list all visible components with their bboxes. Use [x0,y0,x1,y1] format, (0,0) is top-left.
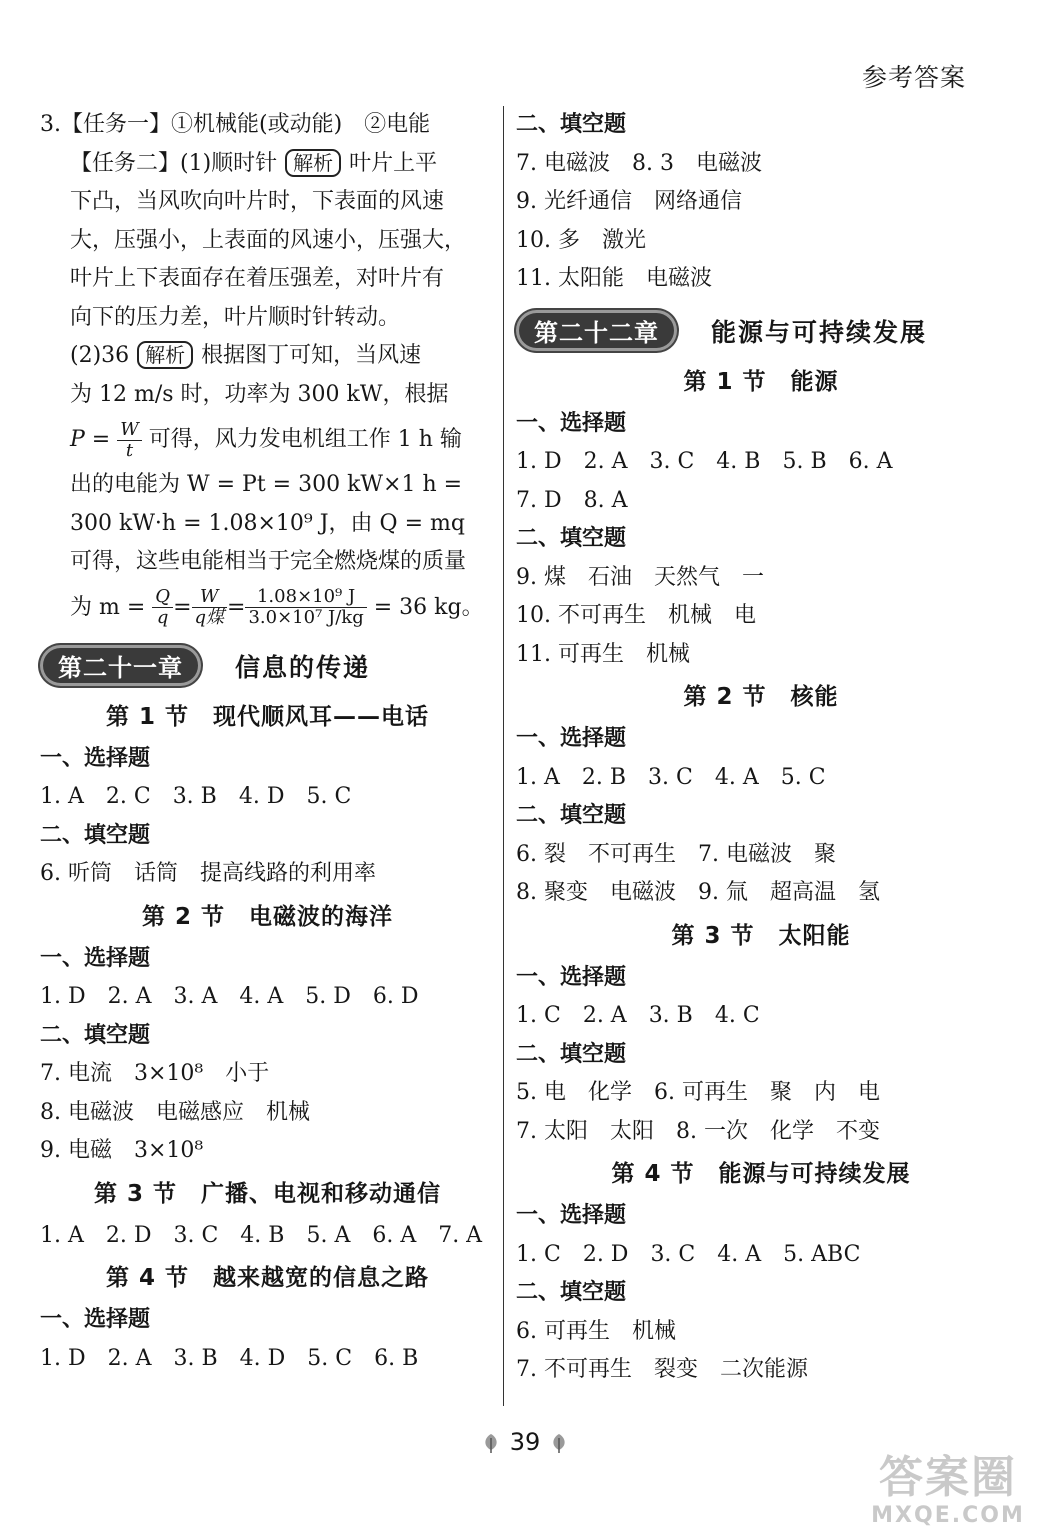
right-column [516,106,1006,1390]
answer-q3-formula-power [40,414,495,466]
fraction-denominator: q煤 [194,607,225,628]
answer-line: 7. 电磁波 8. 3 电磁波 [516,150,762,176]
question-type-heading: 一、选择题 [516,410,627,436]
answer-q3-line: 大，压强小，上表面的风速小，压强大， [70,227,467,253]
question-type-heading: 一、选择题 [516,1203,627,1228]
chapter-badge: 第二十二章 [516,310,677,351]
fraction-denominator: 3.0×10⁷ J/kg [248,607,364,628]
answer-line: 11. 太阳能 电磁波 [516,266,712,291]
watermark-logo [860,1453,1036,1528]
answer-line: 6. 裂 不可再生 7. 电磁波 聚 [516,841,836,867]
answer-line: 10. 不可再生 机械 电 [516,603,756,628]
page-number: 39 [509,1428,541,1456]
answer-q3-line: 可得，这些电能相当于完全燃烧煤的质量 [70,549,467,574]
answer-line: 5. 电 化学 6. 可再生 聚 内 电 [516,1080,880,1105]
section-title: 第 2 节 电磁波的海洋 [141,903,394,930]
question-type-heading: 二、填空题 [40,822,151,848]
answer-line: 7. 电流 3×10⁸ 小于 [40,1061,270,1086]
answer-q3-line: 叶片上下表面存在着压强差，对叶片有 [70,266,445,291]
section-title: 第 1 节 能源 [683,368,839,395]
answer-line: 1. A 2. C 3. B 4. D 5. C [40,784,352,809]
answer-line: 9. 光纤通信 网络通信 [516,189,742,214]
page-header-title: 参考答案 [861,63,966,92]
answer-q3-task2-head [40,145,495,184]
chapter-badge: 第二十一章 [40,645,201,686]
question-type-heading: 二、填空题 [516,803,627,828]
question-type-heading: 二、填空题 [516,112,627,137]
answer-line: 1. D 2. A 3. C 4. B 5. B 6. A [516,449,893,474]
chapter-title: 信息的传递 [235,652,371,682]
answer-line: 1. A 2. D 3. C 4. B 5. A 6. A 7. A [40,1222,483,1248]
answer-q3-line: 出的电能为 W = Pt = 300 kW×1 h = [70,472,463,497]
answer-line: 8. 聚变 电磁波 9. 氚 超高温 氢 [516,880,880,905]
task2-label: 【任务二】(1)顺时针 [70,150,278,176]
section-title: 第 4 节 越来越宽的信息之路 [105,1265,430,1291]
answer-q3-part2-head [40,337,495,376]
answer-line: 1. C 2. D 3. C 4. A 5. ABC [516,1241,861,1267]
answer-q3-task1: 3.【任务一】①机械能(或动能) ②电能 [40,112,431,137]
answer-line: 10. 多 激光 [516,227,646,253]
analysis-tag: 解析 [285,149,341,177]
answer-q3-formula-mass: 为 m = $\frac{Q}{q}$ = $\frac{W}{\text{q煤}}$ = $\frac{\text{1.08×10⁹ J}}{\text{3.0×10⁷ J/kg}}$ = 36 kg。 [70,586,484,628]
answer-line: 7. D 8. A [516,487,628,513]
answer-line: 1. A 2. B 3. C 4. A 5. C [516,764,826,790]
leaf-icon [548,1432,570,1454]
section-title: 第 3 节 太阳能 [671,922,851,949]
analysis-tag: 解析 [137,341,193,369]
question-type-heading: 一、选择题 [516,726,627,751]
watermark-bottom: MXQE.COM [871,1503,1025,1528]
question-type-heading: 二、填空题 [516,526,627,551]
chapter-21-header [40,638,495,694]
answer-line: 8. 电磁波 电磁感应 机械 [40,1099,310,1125]
answer-q3-line: 300 kW·h = 1.08×10⁹ J，由 Q = mq [70,510,465,536]
question-type-heading: 一、选择题 [40,745,151,771]
answer-line: 1. D 2. A 3. B 4. D 5. C 6. B [40,1345,419,1371]
answer-line: 1. D 2. A 3. A 4. A 5. D 6. D [40,984,419,1009]
fraction-w-over-t [117,420,142,461]
fraction-numeric [245,587,366,628]
question-type-heading: 二、填空题 [516,1280,627,1305]
answer-line: 7. 不可再生 裂变 二次能源 [516,1357,808,1382]
fraction-numerator: 1.08×10⁹ J [245,587,366,608]
answer-line: 9. 电磁 3×10⁸ [40,1138,204,1163]
chapter-22-header [516,303,1006,359]
question-type-heading: 一、选择题 [40,1307,151,1332]
task2-text: 叶片上平 [349,150,438,176]
answer-line: 11. 可再生 机械 [516,641,690,667]
fraction-q-over-q [152,587,173,628]
fraction-numerator: W [192,587,228,608]
formula-lhs: 为 m = [70,594,146,620]
fraction-denominator: q [156,607,169,628]
fraction-w-over-qcoal [192,587,228,628]
answer-line: 7. 太阳 太阳 8. 一次 化学 不变 [516,1118,880,1144]
answer-q3-line: 为 12 m/s 时，功率为 300 kW，根据 [70,381,449,407]
answer-line: 6. 听筒 话筒 提高线路的利用率 [40,861,376,886]
chapter-title: 能源与可持续发展 [711,317,928,347]
part2-text: 根据图丁可知，当风速 [201,343,422,368]
section-title: 第 4 节 能源与可持续发展 [611,1161,911,1187]
question-type-heading: 一、选择题 [40,945,151,971]
answer-line: 6. 可再生 机械 [516,1318,676,1344]
fraction-numerator: W [117,420,142,441]
leaf-icon [480,1432,502,1454]
question-type-heading: 二、填空题 [516,1041,627,1067]
question-type-heading: 一、选择题 [516,964,627,990]
watermark-top: 答案圈 [879,1452,1017,1503]
section-title: 第 2 节 核能 [683,684,839,710]
answer-q3-line: 下凸，当风吹向叶片时，下表面的风速 [70,189,445,214]
section-title: 第 1 节 现代顺风耳——电话 [105,703,430,730]
left-column [40,106,495,1378]
question-type-heading: 二、填空题 [40,1022,151,1048]
formula-lhs: P = [70,427,111,452]
section-title: 第 3 节 广播、电视和移动通信 [93,1180,442,1207]
formula-result: = 36 kg。 [373,594,484,620]
part2-label: (2)36 [70,343,130,368]
answer-q3-line: 向下的压力差，叶片顺时针转动。 [70,304,401,330]
answer-line: 1. C 2. A 3. B 4. C [516,1003,760,1028]
answer-line: 9. 煤 石油 天然气 一 [516,564,764,590]
formula-text: 可得，风力发电机组工作 1 h 输 [148,427,462,452]
fraction-numerator: Q [152,587,173,608]
fraction-denominator: t [125,439,134,461]
column-divider [503,106,504,1406]
